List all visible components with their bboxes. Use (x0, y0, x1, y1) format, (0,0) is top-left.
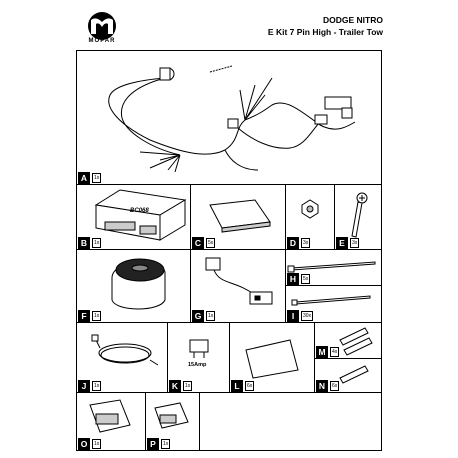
item-qty-d: 3x (303, 240, 309, 246)
item-qty-j: 1x (94, 383, 100, 389)
item-qty-a: 1x (94, 175, 100, 181)
item-letter-m: M (316, 346, 328, 358)
item-letter-n: N (316, 380, 328, 392)
item-qty-e: 3x (352, 240, 358, 246)
adapter-cable (206, 258, 272, 304)
kit-subtitle: E Kit 7 Pin High - Trailer Tow (267, 27, 383, 37)
vehicle-title: DODGE NITRO (323, 15, 383, 25)
item-letter-a: A (78, 172, 90, 184)
trailer-socket (112, 259, 165, 309)
screw (352, 193, 367, 237)
item-qty-m: 4x (332, 349, 338, 355)
brand-text: MOPAR (88, 38, 116, 44)
item-letter-j: J (78, 380, 90, 392)
connector-housing-small (155, 403, 188, 428)
item-letter-d: D (287, 237, 299, 249)
item-letter-l: L (231, 380, 243, 392)
module-label: BC068 (130, 208, 149, 214)
item-letter-i: I (287, 310, 299, 322)
item-letter-o: O (78, 438, 90, 450)
item-qty-c: 5x (208, 240, 214, 246)
item-letter-c: C (192, 237, 204, 249)
connector-housing (90, 400, 130, 432)
item-qty-n: 6x (332, 383, 338, 389)
item-letter-e: E (336, 237, 348, 249)
butt-connector-small (340, 366, 368, 383)
item-qty-b: 1x (94, 240, 100, 246)
item-qty-o: 1x (94, 441, 100, 447)
item-qty-h: 5x (303, 276, 309, 282)
item-letter-b: B (78, 237, 90, 249)
wire-coil (92, 335, 158, 365)
item-letter-g: G (192, 310, 204, 322)
fuse (190, 340, 208, 358)
butt-connector (340, 328, 372, 355)
cable-tie-short (292, 296, 370, 305)
item-qty-k: 1x (185, 383, 191, 389)
item-letter-f: F (78, 310, 90, 322)
item-letter-p: P (147, 438, 159, 450)
control-module (96, 190, 185, 240)
item-letter-k: K (169, 380, 181, 392)
nut (302, 200, 318, 218)
foam-pad (246, 340, 298, 378)
item-qty-f: 1x (94, 313, 100, 319)
item-letter-h: H (287, 273, 299, 285)
item-qty-p: 1x (163, 441, 169, 447)
item-qty-l: 6x (247, 383, 253, 389)
item-qty-g: 1x (208, 313, 214, 319)
fuse-rating: 15Amp (188, 362, 207, 368)
harness-connector-main (160, 68, 352, 128)
adhesive-pad (210, 200, 270, 232)
cable-tie-long (288, 262, 375, 272)
item-qty-i: 30x (303, 313, 312, 319)
